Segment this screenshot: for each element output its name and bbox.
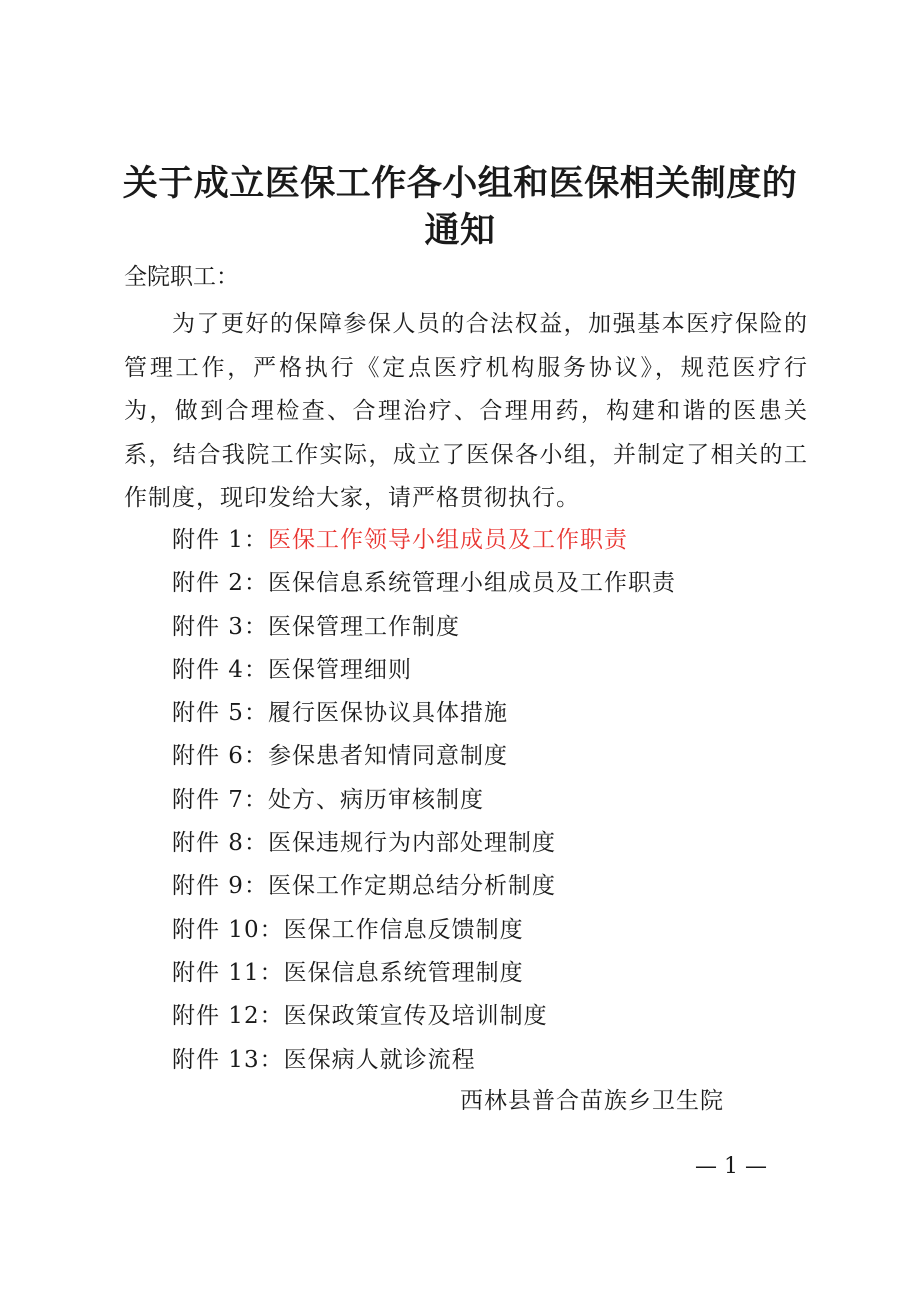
- attachment-label: 附件 10：: [172, 916, 284, 943]
- attachment-label: 附件 8：: [172, 830, 268, 857]
- page-number: — 1 —: [695, 1154, 767, 1179]
- attachment-title: 医保政策宣传及培训制度: [283, 1003, 548, 1030]
- attachment-list: [172, 519, 676, 1082]
- attachment-label: 附件 2：: [172, 570, 268, 597]
- attachment-title: 履行医保协议具体措施: [267, 700, 508, 727]
- attachment-label: 附件 11：: [172, 959, 284, 986]
- attachment-label: 附件 6：: [172, 743, 268, 770]
- issuer-signature: 西林县普合苗族乡卫生院: [460, 1088, 724, 1114]
- attachment-label: 附件 13：: [172, 1046, 284, 1073]
- attachment-label: 附件 7：: [172, 786, 268, 813]
- attachment-item: [172, 865, 676, 908]
- attachment-item: [172, 779, 676, 822]
- attachment-item: [172, 562, 676, 605]
- attachment-item: [172, 519, 676, 562]
- attachment-title: 医保违规行为内部处理制度: [267, 830, 556, 857]
- attachment-label: 附件 5：: [172, 700, 268, 727]
- attachment-title: 医保信息系统管理小组成员及工作职责: [267, 570, 676, 597]
- attachment-item: [172, 1039, 676, 1082]
- attachment-title: 处方、病历审核制度: [267, 786, 484, 813]
- attachment-label: 附件 4：: [172, 656, 268, 683]
- document-title: 关于成立医保工作各小组和医保相关制度的通知: [122, 163, 798, 251]
- attachment-label: 附件 1：: [172, 527, 268, 553]
- attachment-item: [172, 822, 676, 865]
- attachment-title: 医保管理细则: [267, 656, 412, 683]
- attachment-title: 参保患者知情同意制度: [267, 743, 508, 770]
- attachment-item: [172, 909, 676, 952]
- attachment-title: 医保管理工作制度: [267, 613, 460, 640]
- attachment-label: 附件 9：: [172, 873, 268, 900]
- attachment-title: 医保信息系统管理制度: [283, 959, 524, 986]
- attachment-item: [172, 952, 676, 995]
- body-paragraph: 为了更好的保障参保人员的合法权益，加强基本医疗保险的管理工作，严格执行《定点医疗机构服务协议》，规范医疗行为，做到合理检查、合理治疗、合理用药，构建和谐的医患关系，结合我院工作实际，成立了医保各小组，并制定了相关的工作制度，现印发给大家，请严格贯彻执行。: [124, 311, 808, 511]
- attachment-title: 医保工作定期总结分析制度: [267, 873, 556, 900]
- attachment-item: [172, 606, 676, 649]
- attachment-item: [172, 649, 676, 692]
- attachment-title: 医保工作领导小组成员及工作职责: [267, 527, 628, 553]
- attachment-label: 附件 3：: [172, 613, 268, 640]
- attachment-title: 医保病人就诊流程: [283, 1046, 476, 1073]
- attachment-title: 医保工作信息反馈制度: [283, 916, 524, 943]
- attachment-item: [172, 735, 676, 778]
- attachment-item: [172, 692, 676, 735]
- salutation: 全院职工：: [124, 264, 239, 290]
- attachment-item: [172, 995, 676, 1038]
- attachment-label: 附件 12：: [172, 1003, 284, 1030]
